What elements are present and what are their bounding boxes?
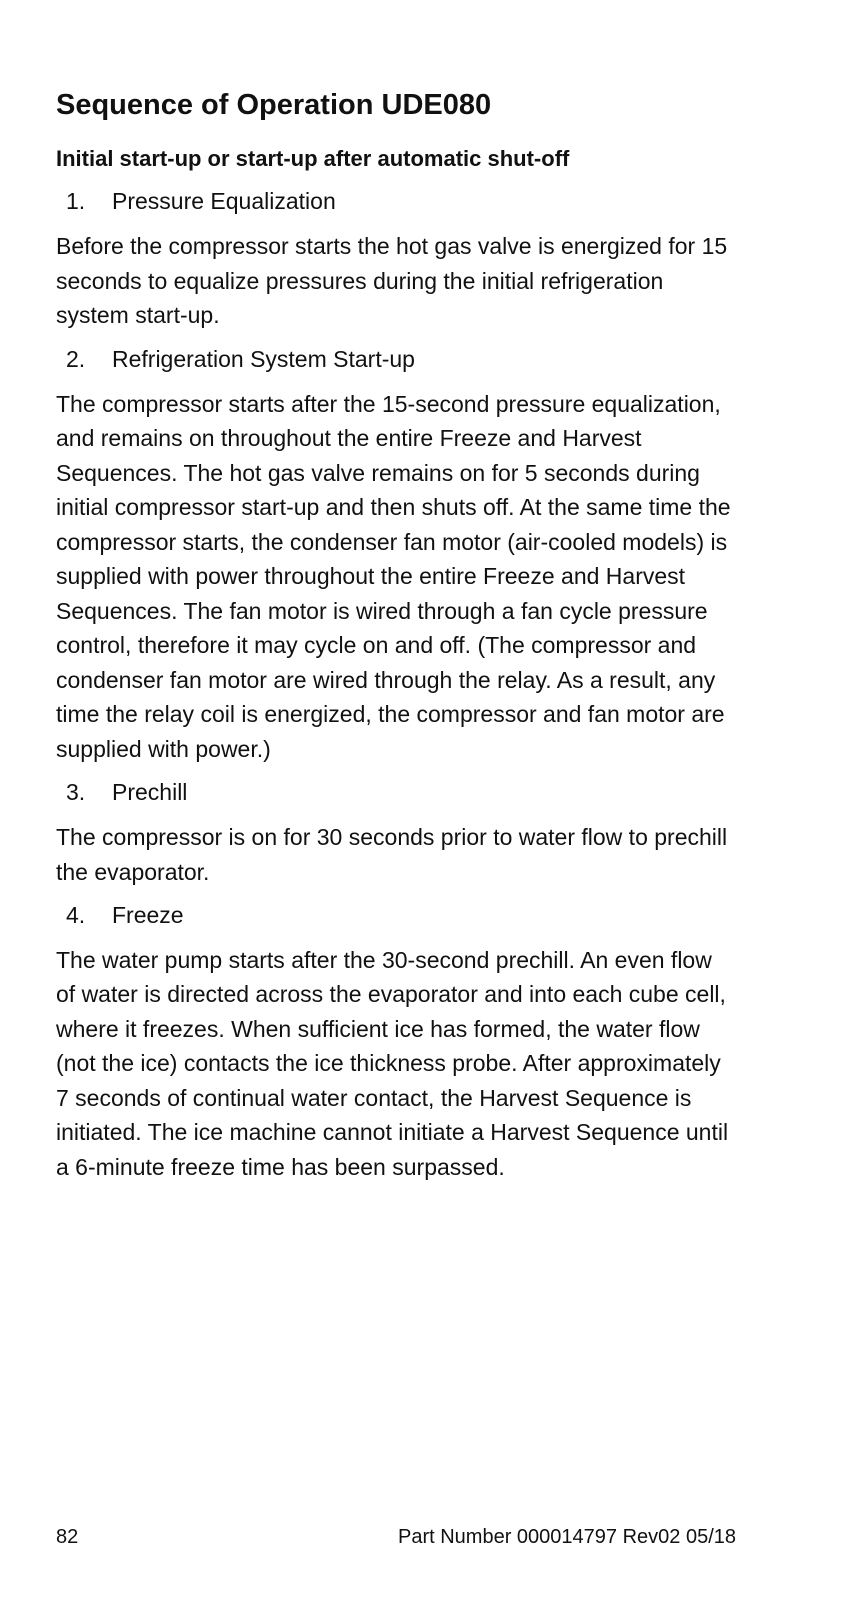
step-label: Refrigeration System Start-up (112, 345, 415, 372)
step-number: 4. (66, 902, 86, 929)
document-page (56, 88, 736, 1196)
section-subheading: Initial start-up or start-up after automatic shut-off (56, 145, 570, 171)
step-label: Freeze (112, 902, 184, 929)
step-label: Prechill (112, 779, 188, 806)
step-paragraph-1: Before the compressor starts the hot gas valve is energized for 15 seconds to equalize pressures during the initial refrigeration system start-up. (56, 233, 728, 329)
step-heading-2 (56, 345, 736, 375)
step-heading-4 (56, 901, 736, 931)
page-number: 82 (56, 1526, 79, 1548)
step-number: 3. (66, 779, 86, 806)
step-label: Pressure Equalization (112, 188, 336, 215)
step-heading-3 (56, 778, 736, 808)
step-number: 1. (66, 188, 86, 215)
part-number: Part Number 000014797 Rev02 05/18 (397, 1526, 736, 1548)
page-footer (56, 1526, 736, 1549)
step-paragraph-4: The water pump starts after the 30-second prechill. An even flow of water is directed across the evaporator and into each cube cell, where it freezes. When sufficient ice has formed, the water flow (not the ice) contacts the ice thickness probe. After approximately 7 seconds of continual water contact, the Harvest Sequence is initiated. The ice machine cannot initiate a Harvest Sequence until a 6-minute freeze time has been surpassed. (56, 946, 729, 1180)
page-title: Sequence of Operation UDE080 (56, 89, 492, 121)
step-number: 2. (66, 345, 86, 372)
step-heading-1 (56, 187, 736, 217)
step-paragraph-3: The compressor is on for 30 seconds prior to water flow to prechill the evaporator. (56, 824, 728, 885)
step-paragraph-2: The compressor starts after the 15-second pressure equalization, and remains on throughout the entire Freeze and Harvest Sequences. The hot gas valve remains on for 5 seconds during initial compressor start-up and then shuts off. At the same time the compressor starts, the condenser fan motor (air-cooled models) is supplied with power throughout the entire Freeze and Harvest Sequences. The fan motor is wired through a fan cycle pressure control, therefore it may cycle on and off. (The compressor and condenser fan motor are wired through the relay. As a result, any time the relay coil is energized, the compressor and fan motor are supplied with power.) (56, 390, 731, 762)
